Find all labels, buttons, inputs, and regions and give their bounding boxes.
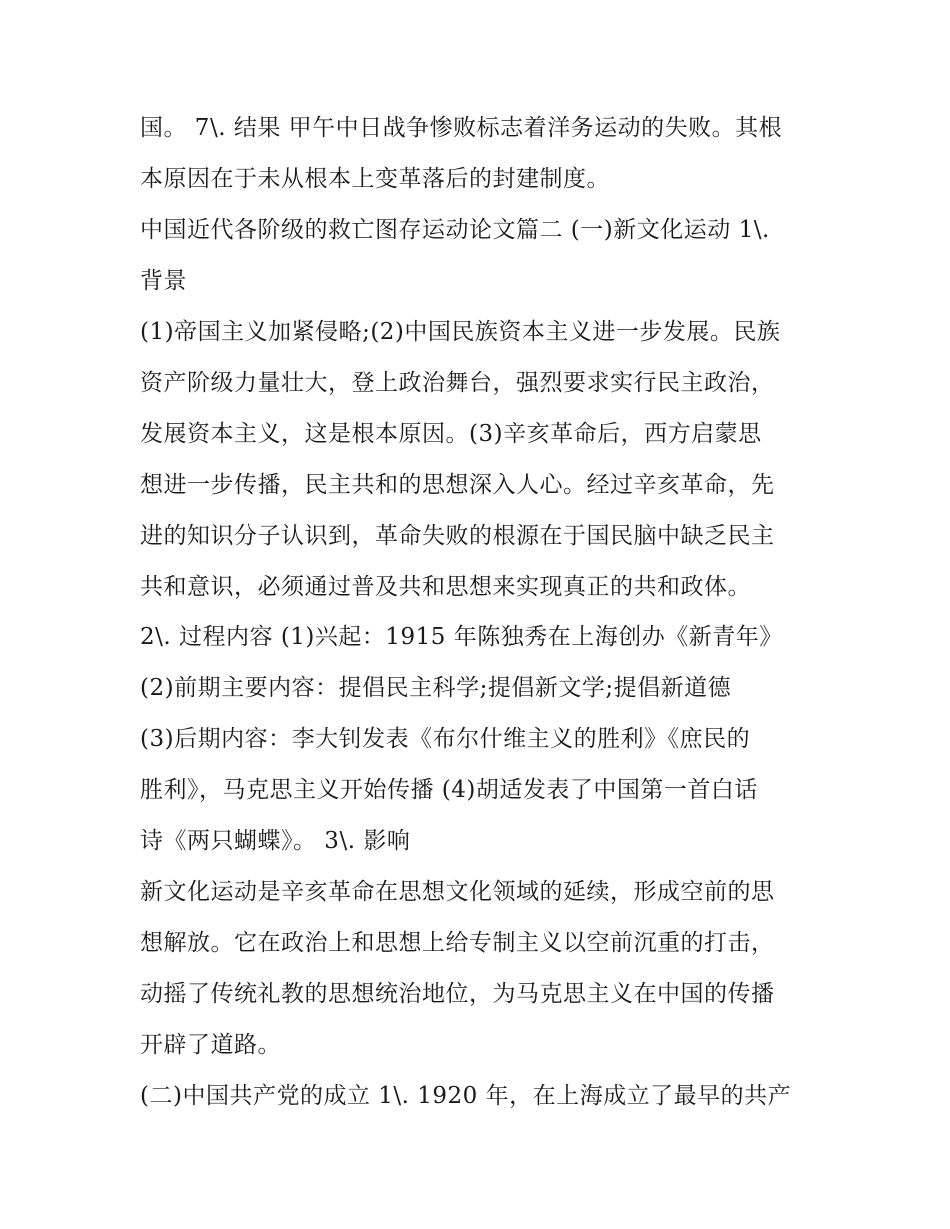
text-line-5: (1)帝国主义加紧侵略;(2)中国民族资本主义进一步发展。民族 [140, 319, 781, 345]
text-line-2: 本原因在于未从根本上变革落后的封建制度。 [140, 166, 610, 192]
text-line-18: 动摇了传统礼教的思想统治地位，为马克思主义在中国的传播 [140, 981, 775, 1007]
text-line-17: 想解放。它在政治上和思想上给专制主义以空前沉重的打击， [140, 930, 775, 956]
text-line-15: 诗《两只蝴蝶》。 3\. 影响 [140, 828, 411, 854]
text-line-20: (二)中国共产党的成立 1\. 1920 年，在上海成立了最早的共产 [140, 1083, 792, 1109]
text-line-8: 想进一步传播，民主共和的思想深入人心。经过辛亥革命，先 [140, 472, 775, 498]
text-line-11: 2\. 过程内容 (1)兴起：1915 年陈独秀在上海创办《新青年》 [140, 624, 783, 650]
text-line-12: (2)前期主要内容：提倡民主科学;提倡新文学;提倡新道德 [140, 675, 732, 701]
text-line-13: (3)后期内容：李大钊发表《布尔什维主义的胜利》《庶民的 [140, 726, 751, 752]
text-line-4: 背景 [140, 268, 187, 294]
text-line-9: 进的知识分子认识到，革命失败的根源在于国民脑中缺乏民主 [140, 523, 775, 549]
text-line-1: 国。 7\. 结果 甲午中日战争惨败标志着洋务运动的失败。其根 [140, 115, 783, 141]
text-line-10: 共和意识，必须通过普及共和思想来实现真正的共和政体。 [140, 574, 751, 600]
text-line-14: 胜利》，马克思主义开始传播 (4)胡适发表了中国第一首白话 [140, 777, 758, 803]
text-line-7: 发展资本主义，这是根本原因。(3)辛亥革命后，西方启蒙思 [140, 421, 762, 447]
text-line-19: 开辟了道路。 [140, 1032, 281, 1058]
text-line-3: 中国近代各阶级的救亡图存运动论文篇二 (一)新文化运动 1\. [140, 217, 770, 243]
text-line-16: 新文化运动是辛亥革命在思想文化领域的延续，形成空前的思 [140, 879, 775, 905]
text-line-6: 资产阶级力量壮大，登上政治舞台，强烈要求实行民主政治， [140, 370, 775, 396]
